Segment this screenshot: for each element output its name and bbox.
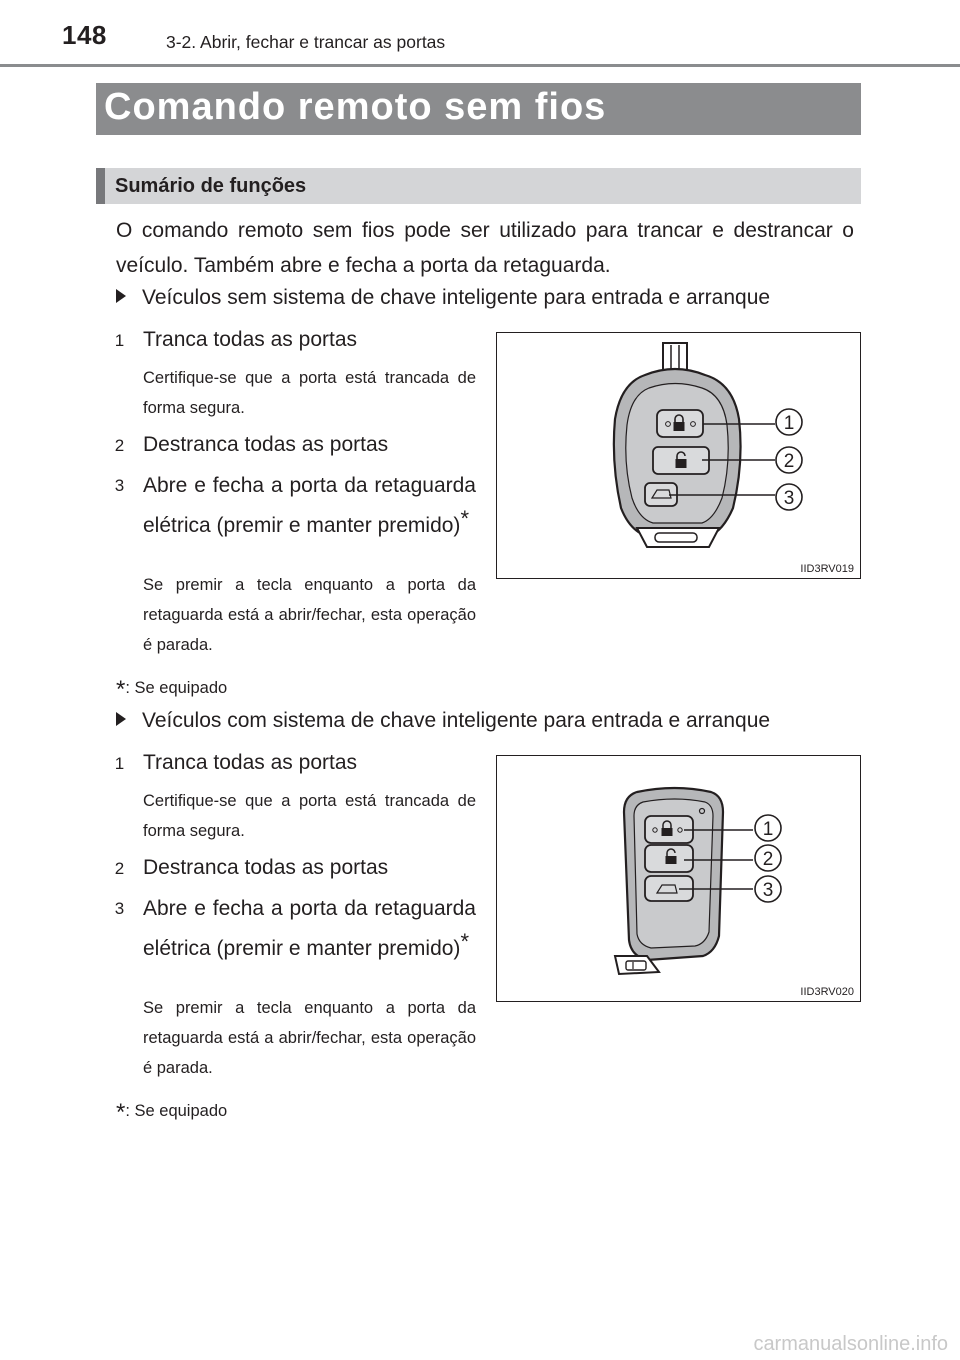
section-title: Sumário de funções [115,175,307,197]
footnote [116,672,228,703]
item-text: Tranca todas as portas [143,751,357,774]
item-text: Abre e fecha a porta da retaguarda elétrica (premir e manter premido) [143,474,476,537]
svg-text:1: 1 [114,331,125,349]
svg-text:2: 2 [114,436,125,454]
svg-text:2: 2 [114,859,125,877]
number-2-icon [110,435,129,454]
header-rule [0,64,960,67]
number-3-icon [110,475,129,494]
callout-1 [776,409,802,435]
section-bar [96,168,861,204]
svg-text:3: 3 [114,899,125,917]
page-title: Comando remoto sem fios [104,86,607,128]
callout-2 [755,845,781,871]
svg-text:3: 3 [783,488,795,509]
asterisk-mark: * [460,506,469,531]
running-head: 3-2. Abrir, fechar e trancar as portas [166,32,446,52]
footnote-text: : Se equipado [125,679,228,697]
group-heading-text: Veículos sem sistema de chave inteligente para entrada e arranque [142,286,771,309]
item-note: Certifique-se que a porta está trancada de forma segura. [143,369,476,417]
svg-text:1: 1 [783,413,795,434]
figure-code: IID3RV020 [800,986,854,998]
callout-2 [776,447,802,473]
item-text: Destranca todas as portas [143,433,389,456]
number-1-icon [110,330,129,349]
title-bar [96,83,861,135]
callout-3 [776,484,802,510]
group-heading [116,709,770,733]
smart-key-illustration [497,756,862,1003]
item-note: Se premir a tecla enquanto a porta da retaguarda está a abrir/fechar, esta operação é parada. [143,999,476,1077]
svg-text:1: 1 [762,819,774,840]
item-text: Abre e fecha a porta da retaguarda elétrica (premir e manter premido) [143,897,476,960]
footnote-text: : Se equipado [125,1102,228,1120]
number-1-icon [110,753,129,772]
intro-paragraph: O comando remoto sem fios pode ser utilizado para trancar e destrancar o veículo. Também abre e fecha a porta da retaguarda. [116,219,854,277]
item-text: Destranca todas as portas [143,856,389,879]
svg-text:2: 2 [762,849,774,870]
item-text-block [143,470,476,541]
item-text: Tranca todas as portas [143,328,357,351]
smart-key-figure [496,755,861,1002]
number-3-icon [110,898,129,917]
footnote-symbol: * [116,1099,126,1126]
remote-key-illustration [497,333,862,580]
key-fob-figure [496,332,861,579]
figure-code: IID3RV019 [800,563,854,575]
group-heading [116,286,770,310]
triangle-bullet-icon [116,712,126,726]
svg-text:3: 3 [762,880,774,901]
item-note: Certifique-se que a porta está trancada de forma segura. [143,792,476,840]
group-heading-text: Veículos com sistema de chave inteligente para entrada e arranque [142,709,771,732]
page-number: 148 [62,20,107,50]
item-note: Se premir a tecla enquanto a porta da retaguarda está a abrir/fechar, esta operação é parada. [143,576,476,654]
footnote-symbol: * [116,676,126,703]
callout-3 [755,876,781,902]
triangle-bullet-icon [116,289,126,303]
item-text-block [143,893,476,964]
asterisk-mark: * [460,929,469,954]
svg-text:3: 3 [114,476,125,494]
svg-text:1: 1 [114,754,125,772]
svg-text:2: 2 [783,451,795,472]
section-marker [96,168,105,204]
watermark: carmanualsonline.info [753,1333,948,1355]
footnote [116,1095,228,1126]
number-2-icon [110,858,129,877]
callout-1 [755,815,781,841]
